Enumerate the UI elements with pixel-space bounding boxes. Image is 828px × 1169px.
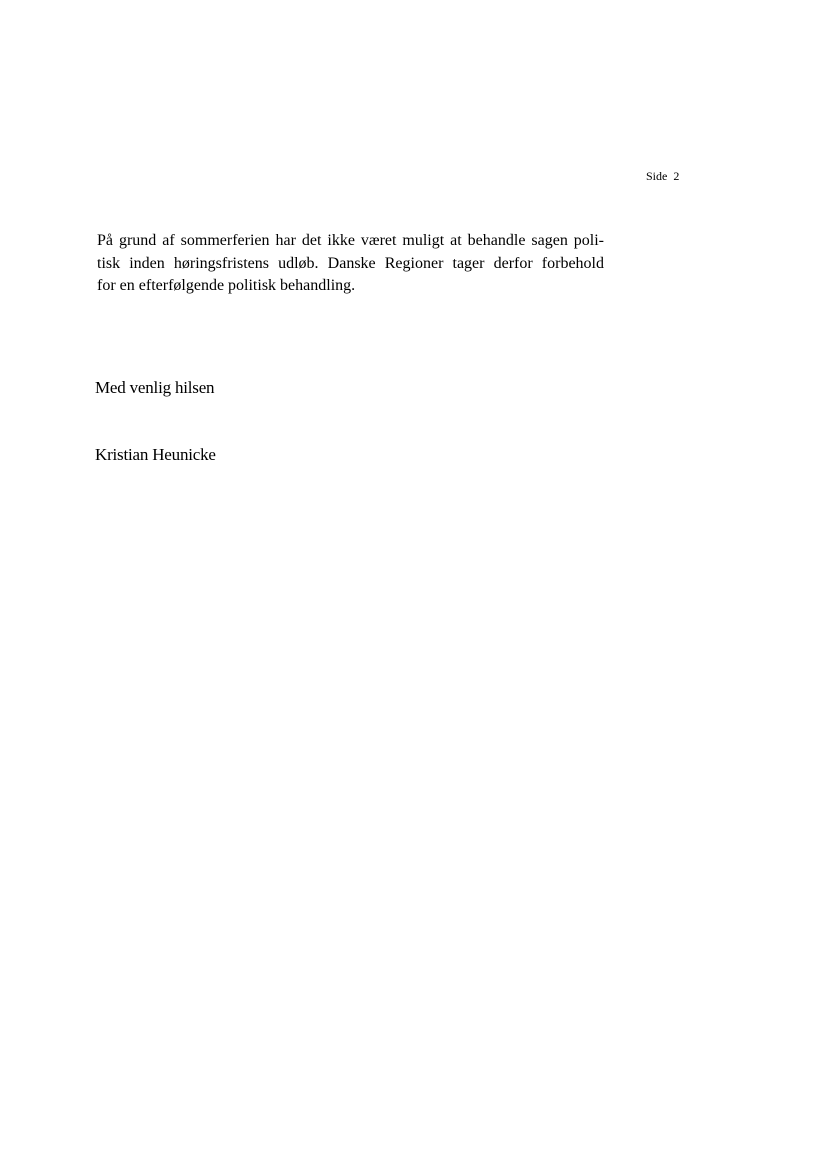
signer-name: Kristian Heunicke (95, 445, 216, 464)
page-number (646, 168, 679, 184)
page-label: Side (646, 169, 668, 183)
paragraph-line: tisk inden høringsfristens udløb. Danske Regioner tager derfor forbehold (97, 254, 604, 272)
paragraph-line: for en efterfølgende politisk behandling. (97, 277, 356, 294)
body-paragraph (97, 230, 604, 298)
paragraph-line: På grund af sommerferien har det ikke været muligt at behandle sagen poli- (97, 232, 604, 249)
closing-salutation: Med venlig hilsen (95, 378, 215, 397)
page-number-value: 2 (673, 169, 680, 183)
